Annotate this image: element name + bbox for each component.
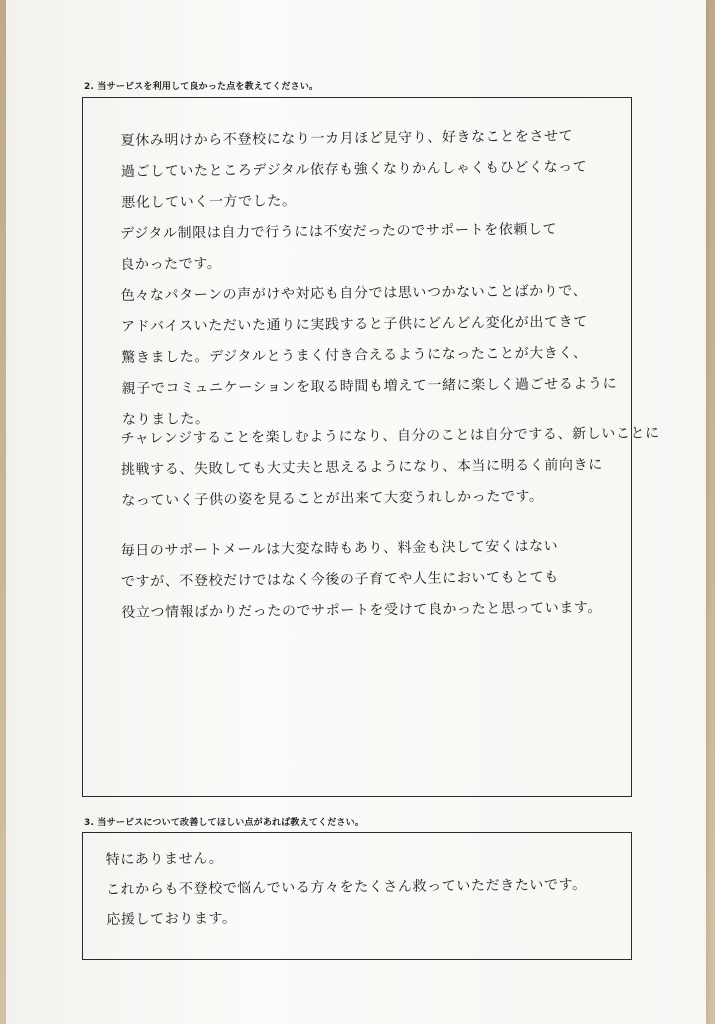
question-3-heading: 3. 当サービスについて改善してほしい点があれば教えてください。 bbox=[84, 818, 365, 828]
handwritten-line: 良かったです。 bbox=[120, 255, 222, 274]
handwritten-line: 応援しております。 bbox=[106, 910, 237, 928]
handwritten-line: 特にありません。 bbox=[105, 850, 224, 869]
handwritten-line: 悪化していく一方でした。 bbox=[121, 193, 297, 211]
answer-2-paragraph-2 bbox=[120, 214, 618, 436]
answer-2-paragraph-3 bbox=[121, 418, 661, 517]
handwritten-line: 過ごしていたところデジタル依存も強くなりかんしゃくもひどくなって bbox=[120, 159, 588, 180]
handwritten-line: 挑戦する、失敗しても大丈夫と思えるようになり、本当に明るく前向きに bbox=[120, 456, 603, 478]
handwritten-line: ですが、不登校だけではなく今後の子育てや人生においてもとても bbox=[120, 569, 560, 590]
handwritten-line: アドバイスいただいた通りに実践すると子供にどんどん変化が出てきて bbox=[120, 314, 588, 335]
handwritten-line: 毎日のサポートメールは大変な時もあり、料金も決して安くはない bbox=[120, 538, 559, 560]
handwritten-line: これからも不登校で悩んでいる方々をたくさん救っていただきたいです。 bbox=[105, 876, 587, 898]
answer-3-paragraph-1 bbox=[106, 840, 588, 935]
handwritten-line: なりました。 bbox=[121, 411, 210, 428]
handwritten-line: なっていく子供の姿を見ることが出来て大変うれしかったです。 bbox=[121, 488, 544, 509]
handwritten-line: デジタル制限は自力で行うには不安だったのでサポートを依頼して bbox=[119, 221, 558, 243]
answer-2-paragraph-1 bbox=[121, 121, 588, 219]
handwritten-line: 親子でコミュニケーションを取る時間も増えて一緒に楽しく過ごせるように bbox=[121, 375, 618, 397]
handwritten-line: 色々なパターンの声がけや対応も自分では思いつかないことばかりで、 bbox=[120, 283, 588, 305]
survey-sheet bbox=[6, 0, 706, 1024]
answer-2-paragraph-4 bbox=[121, 531, 603, 629]
handwritten-line: 驚きました。デジタルとうまく付き合えるようになったことが大きく、 bbox=[121, 345, 588, 366]
handwritten-line: 役立つ情報ばかりだったのでサポートを受けて良かったと思っています。 bbox=[121, 599, 603, 621]
handwritten-line: チャレンジすることを楽しむようになり、自分のことは自分でする、新しいことに bbox=[120, 425, 660, 448]
handwritten-line: 夏休み明けから不登校になり一カ月ほど見守り、好きなことをさせて bbox=[120, 128, 574, 150]
question-2-heading: 2. 当サービスを利用して良かった点を教えてください。 bbox=[84, 82, 319, 92]
